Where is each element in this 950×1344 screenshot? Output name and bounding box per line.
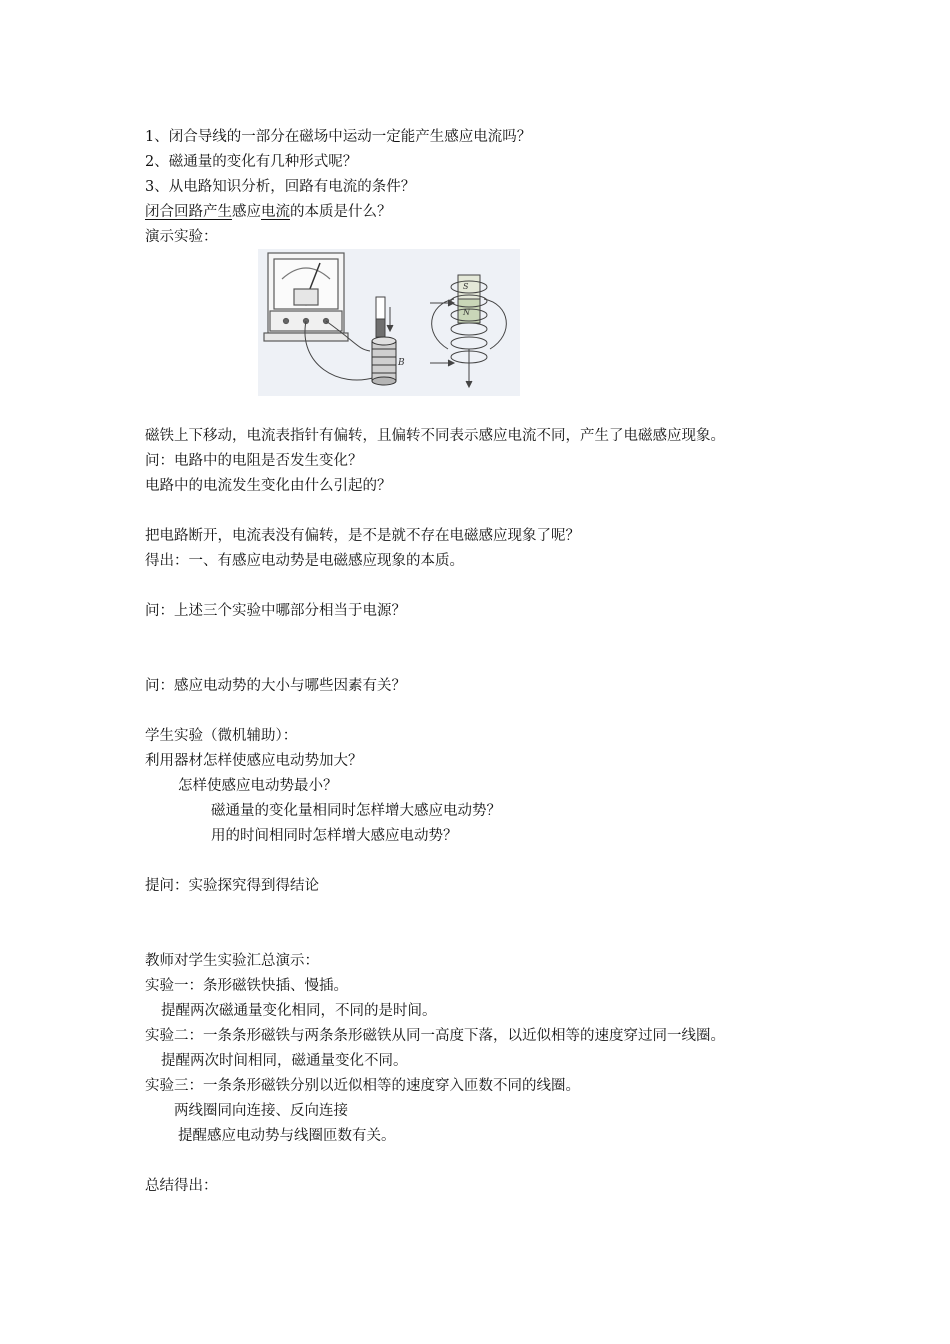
essence-question xyxy=(145,202,392,222)
student-experiment-title: 学生实验（微机辅助）： xyxy=(145,728,298,744)
student-experiment-line-2: 怎样使感应电动势最小？ xyxy=(178,778,338,794)
question-current-cause: 电路中的电流发生变化由什么引起的？ xyxy=(145,478,392,494)
experiment-one: 实验一：条形磁铁快插、慢插。 xyxy=(145,978,348,994)
coil-label: B xyxy=(398,358,405,368)
question-3: 3、从电路知识分析，回路有电流的条件？ xyxy=(145,179,416,195)
experiment-three: 实验三：一条条形磁铁分别以近似相等的速度穿入匝数不同的线圈。 xyxy=(145,1078,580,1094)
experiment-two: 实验二：一条条形磁铁与两条条形磁铁从同一高度下落，以近似相等的速度穿过同一线圈。 xyxy=(145,1028,725,1044)
conclusion-one: 得出：一、有感应电动势是电磁感应现象的本质。 xyxy=(145,553,464,569)
experiment-three-sub: 两线圈同向连接、反向连接 xyxy=(174,1103,348,1119)
student-experiment-line-3: 磁通量的变化量相同时怎样增大感应电动势？ xyxy=(211,803,501,819)
question-emf-factors: 问：感应电动势的大小与哪些因素有关？ xyxy=(145,678,406,694)
student-experiment-line-4: 用的时间相同时怎样增大感应电动势？ xyxy=(211,828,458,844)
magnet-n-label: N xyxy=(463,308,470,317)
student-experiment-line-1: 利用器材怎样使感应电动势加大？ xyxy=(145,753,363,769)
question-2: 2、磁通量的变化有几种形式呢？ xyxy=(145,154,358,170)
experiment-three-note: 提醒感应电动势与线圈匝数有关。 xyxy=(178,1128,396,1144)
question-resistance: 问：电路中的电阻是否发生变化？ xyxy=(145,453,363,469)
observation-text: 磁铁上下移动，电流表指针有偏转，且偏转不同表示感应电流不同，产生了电磁感应现象。 xyxy=(145,428,725,444)
experiment-one-note: 提醒两次磁通量变化相同，不同的是时间。 xyxy=(161,1003,437,1019)
question-open-circuit: 把电路断开，电流表没有偏转，是不是就不存在电磁感应现象了呢？ xyxy=(145,528,580,544)
summary-label: 总结得出： xyxy=(145,1178,218,1194)
experiment-figure xyxy=(258,249,520,396)
question-power-source: 问：上述三个实验中哪部分相当于电源？ xyxy=(145,603,406,619)
essence-seg-3: 电流 xyxy=(261,204,290,220)
bar-magnet xyxy=(376,297,393,337)
essence-seg-1: 闭合回路产生 xyxy=(145,204,232,220)
question-1: 1、闭合导线的一部分在磁场中运动一定能产生感应电流吗？ xyxy=(145,129,532,145)
coil-b xyxy=(372,337,396,385)
demo-label: 演示实验： xyxy=(145,229,218,245)
magnet-s-label: S xyxy=(463,282,469,291)
field-diagram xyxy=(430,275,506,387)
essence-seg-2: 感应 xyxy=(232,204,261,220)
ask-conclusion: 提问：实验探究得到得结论 xyxy=(145,878,319,894)
experiment-two-note: 提醒两次时间相同，磁通量变化不同。 xyxy=(161,1053,408,1069)
experiment-illustration xyxy=(258,249,520,396)
teacher-demo-title: 教师对学生实验汇总演示： xyxy=(145,953,319,969)
essence-seg-4: 的本质是什么？ xyxy=(290,204,392,220)
